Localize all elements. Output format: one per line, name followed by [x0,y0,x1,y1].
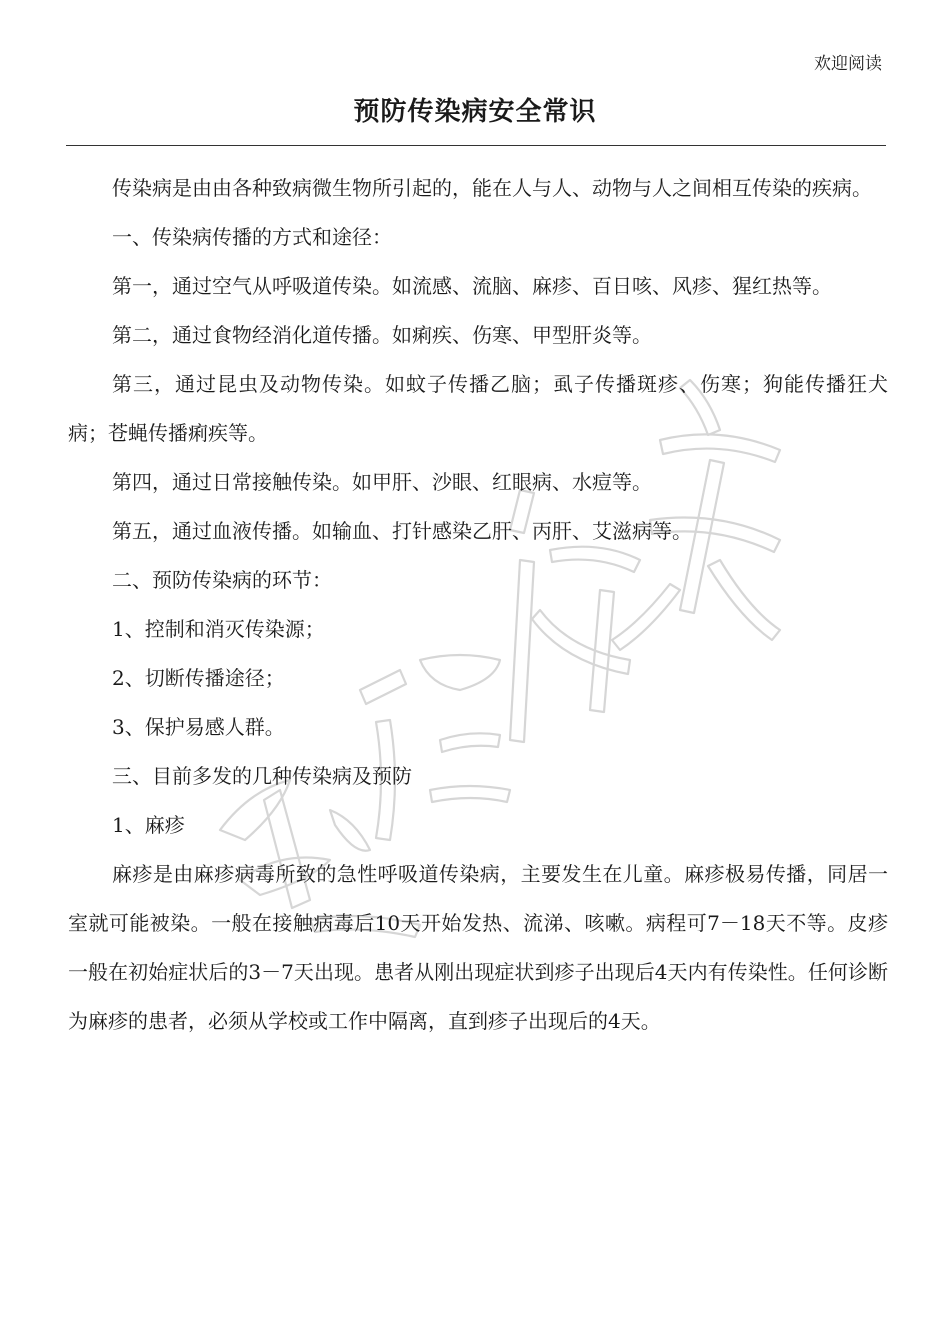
paragraph-route-4: 第四，通过日常接触传染。如甲肝、沙眼、红眼病、水痘等。 [112,470,652,494]
list-item-3: 3、保护易感人群。 [112,715,285,739]
subheading-measles: 1、麻疹 [112,813,185,837]
intro-paragraph: 传染病是由由各种致病微生物所引起的，能在人与人、动物与人之间相互传染的疾病。 [112,176,872,200]
section-heading-1: 一、传染病传播的方式和途径： [112,225,392,249]
list-item-1: 1、控制和消灭传染源； [112,617,325,641]
title-divider [66,145,886,146]
paragraph-route-5: 第五，通过血液传播。如输血、打针感染乙肝、丙肝、艾滋病等。 [112,519,692,543]
paragraph-route-1: 第一，通过空气从呼吸道传染。如流感、流脑、麻疹、百日咳、风疹、猩红热等。 [112,274,832,298]
section-heading-2: 二、预防传染病的环节： [112,568,332,592]
paragraph-route-2: 第二，通过食物经消化道传播。如痢疾、伤寒、甲型肝炎等。 [112,323,652,347]
paragraph-measles: 麻疹是由麻疹病毒所致的急性呼吸道传染病，主要发生在儿童。麻疹极易传播，同居一室就可能被染。一般在接触病毒后10天开始发热、流涕、咳嗽。病程可7－18天不等。皮疹一般在初始症状后的3－7天出现。患者从刚出现症状到疹子出现后4天内有传染性。任何诊断为麻疹的患者，必须从学校或工作中隔离，直到疹子出现后的4天。 [68,862,888,1033]
section-heading-3: 三、目前多发的几种传染病及预防 [112,764,412,788]
list-item-2: 2、切断传播途径； [112,666,285,690]
document-title: 预防传染病安全常识 [353,97,597,127]
paragraph-route-3: 第三，通过昆虫及动物传染。如蚊子传播乙脑；虱子传播斑疹、伤寒；狗能传播狂犬病；苍蝇传播痢疾等。 [68,372,888,445]
header-note: 欢迎阅读 [814,54,882,74]
document-body [68,164,888,1046]
